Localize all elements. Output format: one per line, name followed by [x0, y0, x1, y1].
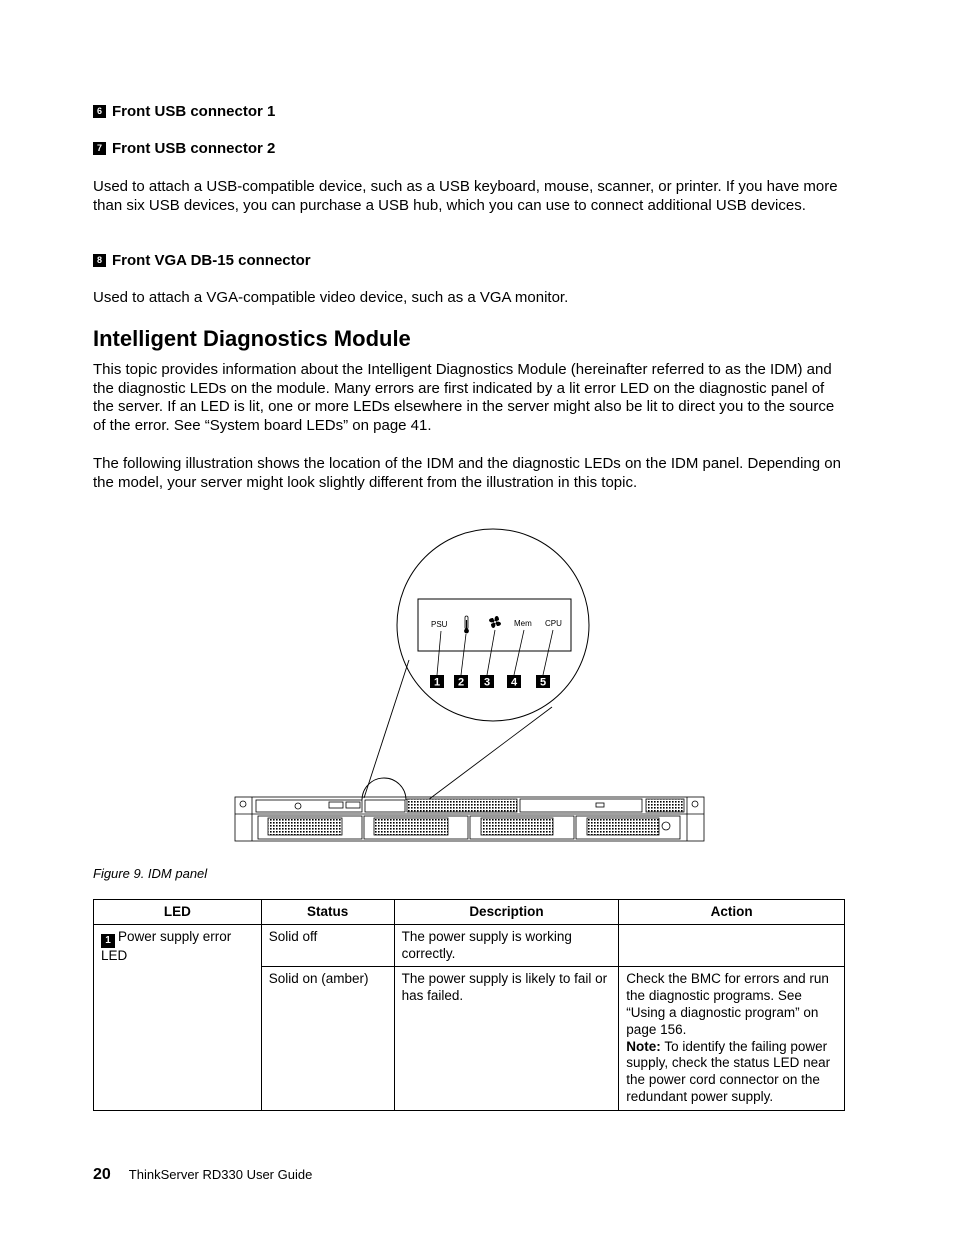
- page-footer: [93, 1166, 312, 1184]
- callout-4: [507, 675, 521, 689]
- callout-badge: 6: [93, 105, 106, 118]
- svg-text:5: 5: [539, 676, 547, 689]
- section-title: Front USB connector 1: [112, 103, 276, 120]
- callout-3: [480, 675, 494, 689]
- column-header: LED: [94, 900, 262, 925]
- mem-label: Mem: [514, 619, 532, 628]
- cpu-label: CPU: [545, 619, 562, 628]
- action-cell: [619, 924, 845, 967]
- svg-text:1: 1: [433, 676, 441, 689]
- server-front-view: [235, 797, 704, 841]
- vga-paragraph: Used to attach a VGA-compatible video device, such as a VGA monitor.: [93, 289, 569, 306]
- callout-badge: 8: [93, 254, 106, 267]
- guide-title: ThinkServer RD330 User Guide: [128, 1167, 313, 1182]
- svg-text:4: 4: [510, 676, 518, 689]
- description-cell: The power supply is working correctly.: [394, 924, 619, 967]
- callout-2: [454, 675, 468, 689]
- callout-1: [430, 675, 444, 689]
- column-header: Description: [394, 900, 619, 925]
- status-cell: Solid on (amber): [261, 967, 394, 1110]
- column-header: Action: [619, 900, 845, 925]
- usb-paragraph: Used to attach a USB-compatible device, such as a USB keyboard, mouse, scanner, or printer. If you have more than six USB devices, you can purchase a USB hub, which you can use to connect additional USB devices.: [93, 178, 838, 214]
- psu-label: PSU: [431, 620, 448, 629]
- figure-caption: Figure 9. IDM panel: [93, 866, 208, 881]
- action-text: Check the BMC for errors and run the diagnostic programs. See “Using a diagnostic program” on page 156.: [626, 971, 829, 1037]
- led-name: Power supply error LED: [101, 928, 232, 963]
- callout-5: [536, 675, 550, 689]
- description-cell: The power supply is likely to fail or has failed.: [394, 967, 619, 1110]
- status-cell: Solid off: [261, 924, 394, 967]
- table-row: [94, 924, 845, 967]
- table-header-row: [94, 900, 845, 925]
- intro-paragraph: This topic provides information about the Intelligent Diagnostics Module (hereinafter referred to as the IDM) and the diagnostic LEDs on the module. Many errors are first indicated by a lit error LED on the diagnostic panel of the server. If an LED is lit, one or more LEDs elsewhere in the server might also be lit to direct you to the source of the error. See “System board LEDs” on page 41.: [93, 361, 835, 434]
- illustration-paragraph: The following illustration shows the location of the IDM and the diagnostic LEDs on the IDM panel. Depending on the model, your server might look slightly different from the illustration in this topic.: [93, 455, 841, 491]
- note-text: To identify the failing power supply, check the status LED near the power cord connector on the redundant power supply.: [626, 1038, 831, 1104]
- led-table: [93, 899, 845, 1111]
- action-cell: [619, 967, 845, 1110]
- section-title: Front VGA DB-15 connector: [112, 252, 311, 269]
- callout-badge: 7: [93, 142, 106, 155]
- svg-text:3: 3: [483, 676, 491, 689]
- led-cell: [94, 924, 262, 1110]
- column-header: Status: [261, 900, 394, 925]
- callout-badge: 1: [101, 934, 115, 948]
- section-title: Front USB connector 2: [112, 140, 276, 157]
- leader-line: [364, 660, 409, 798]
- svg-text:2: 2: [457, 676, 465, 689]
- page-number: 20: [93, 1166, 111, 1183]
- note-label: Note:: [626, 1038, 661, 1054]
- page-title: Intelligent Diagnostics Module: [93, 326, 411, 351]
